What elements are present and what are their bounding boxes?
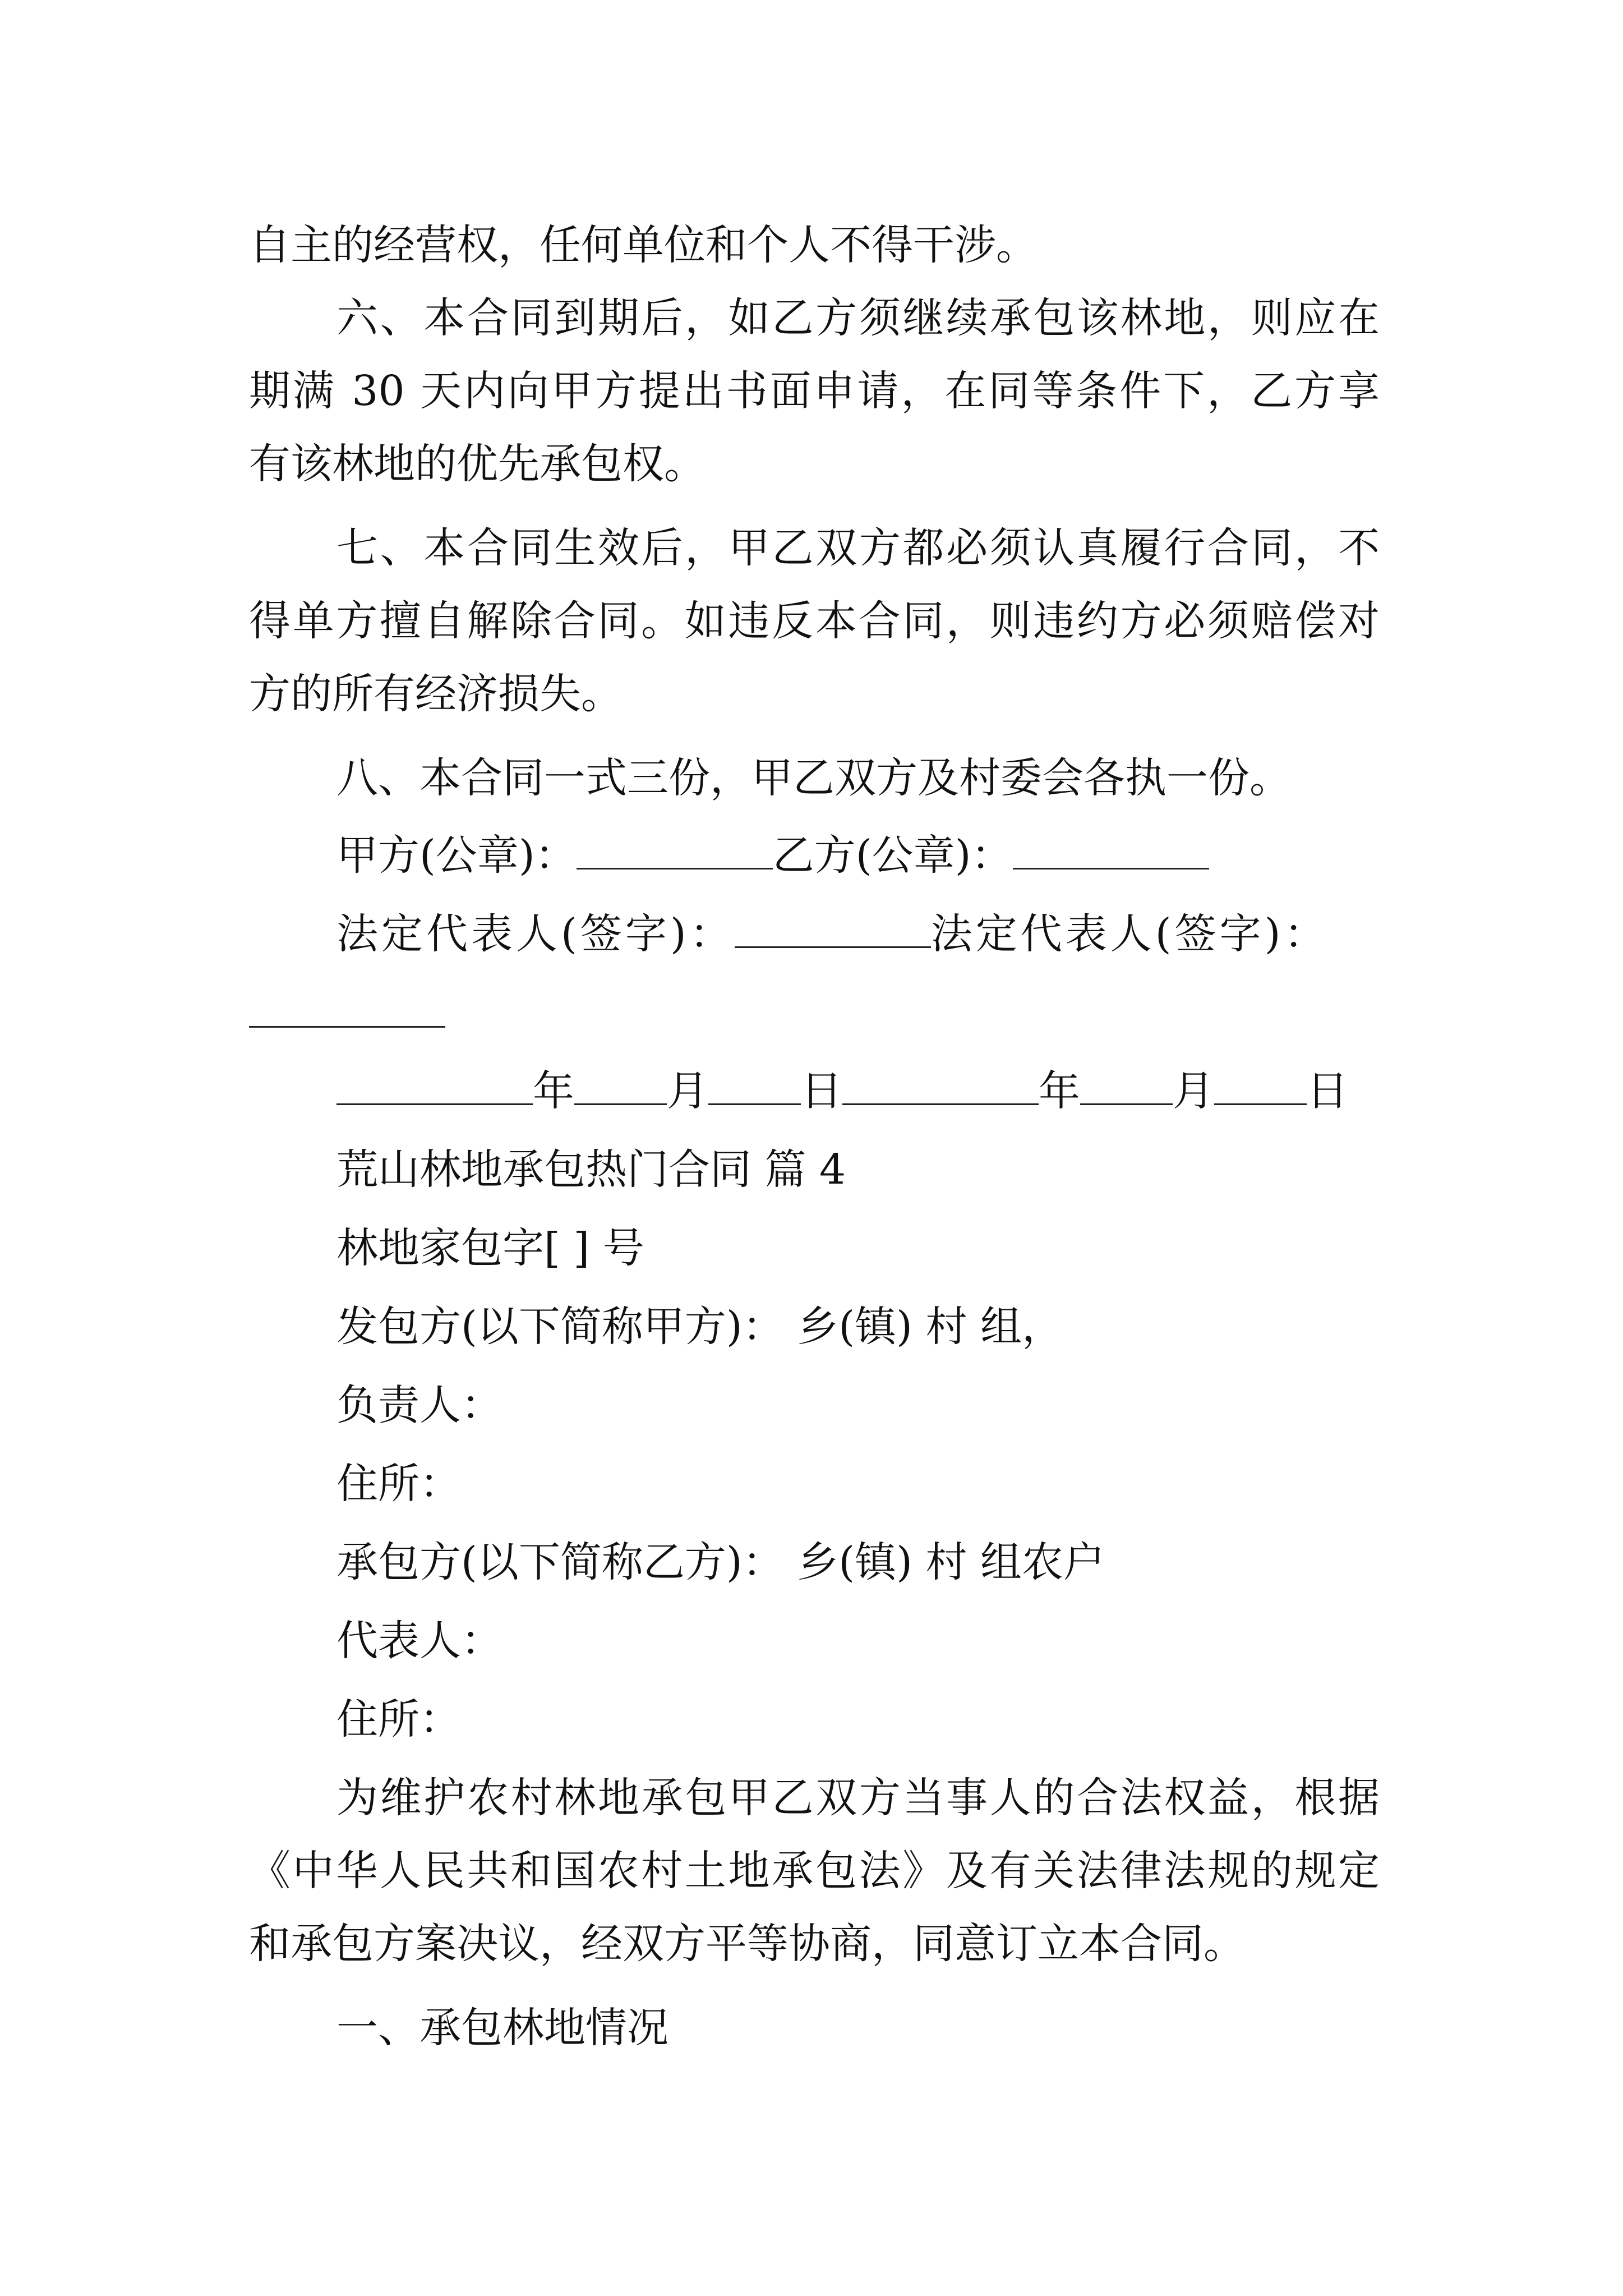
- party-b-seal-blank: [1013, 832, 1209, 869]
- legal-rep-b-blank: [249, 1026, 445, 1028]
- legal-rep-a-blank: [735, 910, 931, 948]
- issuer-line: 发包方(以下简称甲方)： 乡(镇) 村 组，: [336, 1303, 1064, 1351]
- paragraph-seven-line-2: 得单方擅自解除合同。如违反本合同，则违约方必须赔偿对: [249, 597, 1380, 645]
- date-a-year-label: 年: [533, 1067, 574, 1115]
- paragraph-eight: 八、本合同一式三份，甲乙双方及村委会各执一份。: [336, 754, 1291, 802]
- legal-rep-a-label: 法定代表人(签字)：: [336, 910, 735, 958]
- date-a-day-blank: [708, 1068, 801, 1105]
- intro-line-2: 《中华人民共和国农村土地承包法》及有关法律法规的规定: [249, 1847, 1380, 1895]
- paragraph-seven-line-3: 方的所有经济损失。: [249, 670, 623, 718]
- party-a-seal-blank: [577, 832, 773, 869]
- paragraph-seven-line-1: 七、本合同生效后，甲乙双方都必须认真履行合同，不: [336, 524, 1380, 572]
- date-a-day-label: 日: [801, 1067, 842, 1115]
- legal-rep-b-label: 法定代表人(签字)：: [930, 910, 1329, 958]
- date-a-year-blank: [336, 1068, 533, 1105]
- date-b-year-label: 年: [1039, 1067, 1080, 1115]
- seal-line: [0, 825, 1623, 886]
- paragraph-line: 自主的经营权，任何单位和个人不得干涉。: [249, 221, 1038, 269]
- date-b-day-blank: [1214, 1068, 1307, 1105]
- intro-line-3: 和承包方案决议，经双方平等协商，同意订立本合同。: [249, 1920, 1245, 1968]
- date-b-month-label: 月: [1173, 1067, 1214, 1115]
- legal-rep-line: [0, 903, 1623, 965]
- date-a-month-blank: [574, 1068, 667, 1105]
- contract-number: 林地家包字[ ] 号: [336, 1224, 644, 1272]
- issuer-address-line: 住所：: [336, 1460, 461, 1508]
- date-b-month-blank: [1080, 1068, 1173, 1105]
- date-b-day-label: 日: [1307, 1067, 1348, 1115]
- contractor-address-line: 住所：: [336, 1695, 461, 1743]
- date-b-year-blank: [842, 1068, 1039, 1105]
- paragraph-six-line-1: 六、本合同到期后，如乙方须继续承包该林地，则应在: [336, 294, 1380, 342]
- issuer-head-line: 负责人：: [336, 1381, 502, 1429]
- party-b-seal-label: 乙方(公章)：: [772, 831, 1013, 880]
- contractor-line: 承包方(以下简称乙方)： 乡(镇) 村 组农户: [336, 1538, 1105, 1586]
- paragraph-six-line-3: 有该林地的优先承包权。: [249, 440, 706, 488]
- date-a-month-label: 月: [667, 1067, 708, 1115]
- intro-line-1: 为维护农村林地承包甲乙双方当事人的合法权益，根据: [336, 1774, 1380, 1822]
- paragraph-six-line-2: 期满 30 天内向甲方提出书面申请，在同等条件下，乙方享: [249, 367, 1380, 415]
- date-line: [0, 1060, 1623, 1122]
- party-a-seal-label: 甲方(公章)：: [336, 831, 577, 880]
- contractor-rep-line: 代表人：: [336, 1617, 502, 1665]
- section-heading: 一、承包林地情况: [336, 2004, 668, 2052]
- contract-title: 荒山林地承包热门合同 篇 4: [336, 1145, 846, 1194]
